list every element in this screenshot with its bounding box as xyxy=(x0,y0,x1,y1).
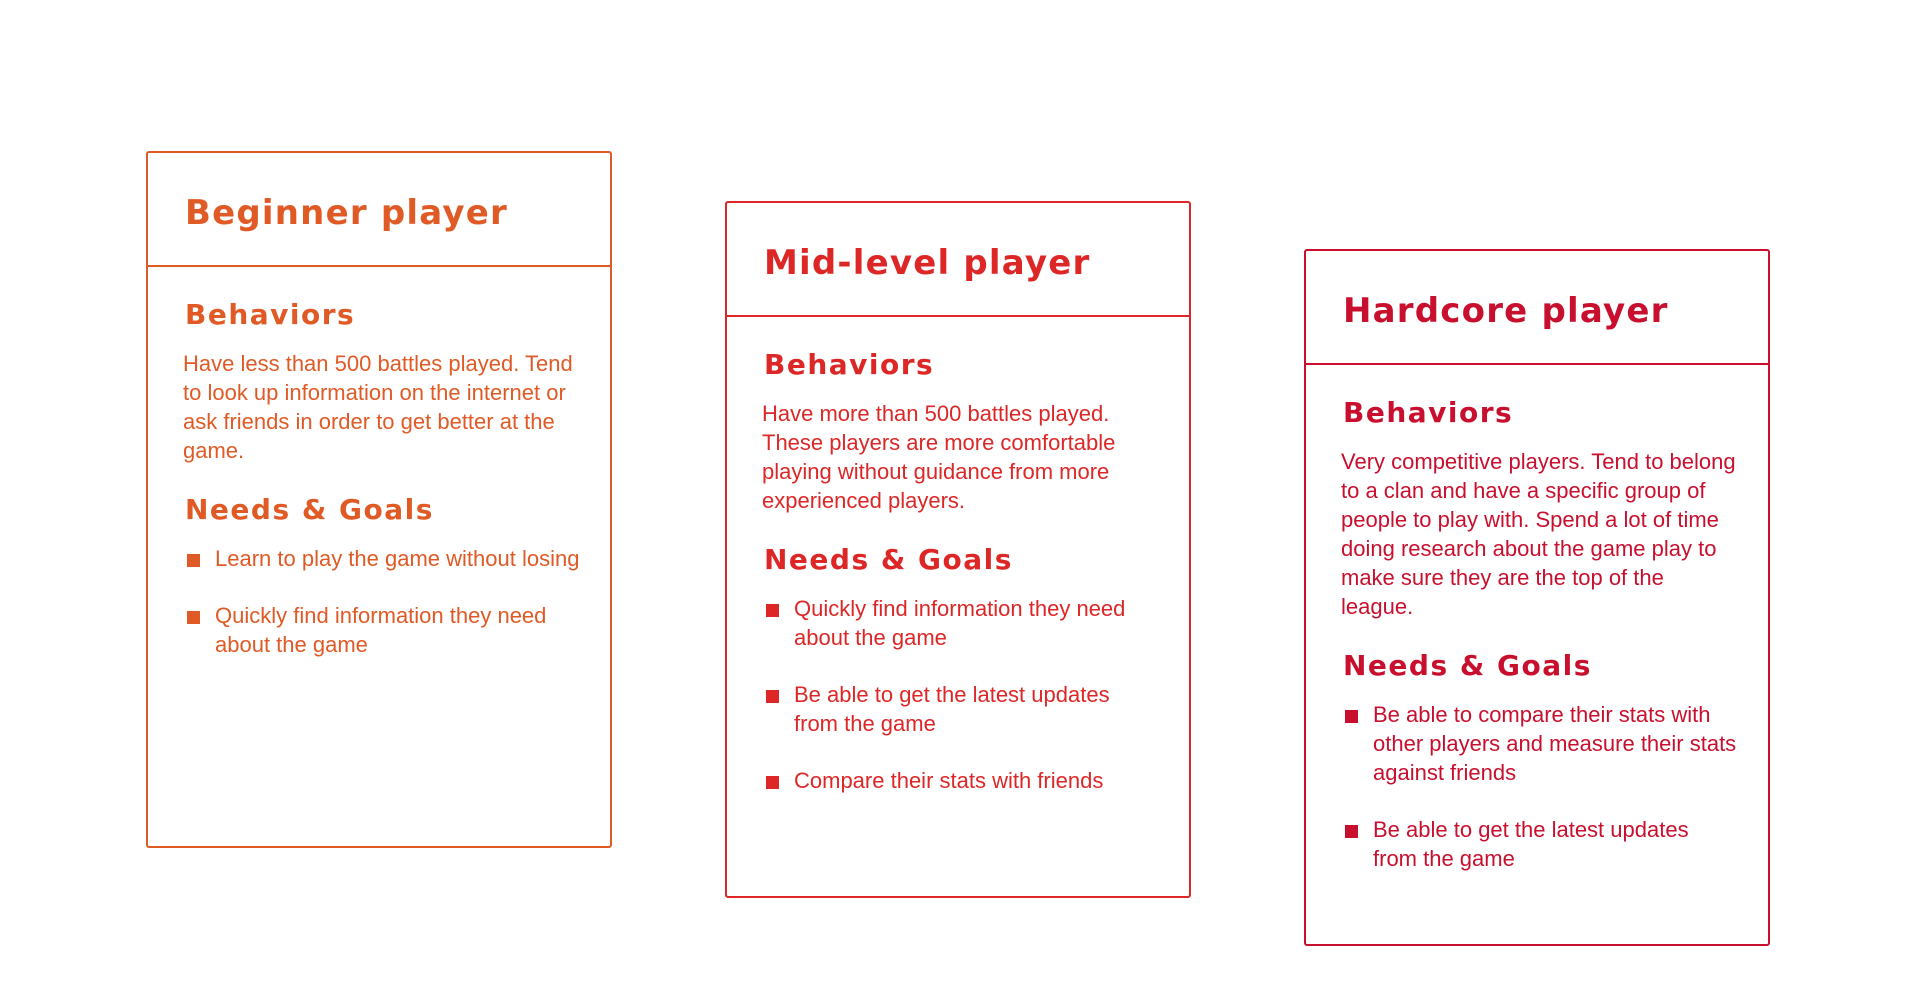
goal-text: Learn to play the game without losing xyxy=(215,546,580,571)
goal-item xyxy=(764,680,1159,738)
needs-goals-heading: Needs & Goals xyxy=(1343,649,1592,682)
goals-list xyxy=(764,594,1159,795)
goal-text: Be able to compare their stats with other players and measure their stats against friends xyxy=(1373,702,1737,785)
card-title: Beginner player xyxy=(185,193,508,233)
goals-list xyxy=(185,544,580,659)
card-body xyxy=(727,317,1189,795)
behaviors-heading: Behaviors xyxy=(764,348,935,381)
goal-item xyxy=(764,594,1159,652)
persona-card-beginner xyxy=(146,151,612,848)
goal-text: Quickly find information they need about the game xyxy=(215,603,547,657)
goal-item xyxy=(764,766,1159,795)
square-bullet-icon xyxy=(1345,825,1358,838)
goal-text: Be able to get the latest updates from the game xyxy=(794,682,1110,736)
card-header xyxy=(1306,251,1768,365)
goals-list xyxy=(1343,700,1738,873)
behaviors-heading: Behaviors xyxy=(185,298,356,331)
needs-goals-heading: Needs & Goals xyxy=(764,543,1013,576)
behaviors-text: Have less than 500 battles played. Tend to look up information on the internet or ask friends in order to get better at the game. xyxy=(183,351,573,463)
square-bullet-icon xyxy=(766,776,779,789)
card-body xyxy=(148,267,610,659)
card-body xyxy=(1306,365,1768,873)
card-title: Hardcore player xyxy=(1343,291,1669,331)
persona-card-mid-level xyxy=(725,201,1191,898)
goal-item xyxy=(1343,700,1738,787)
goal-item xyxy=(185,544,580,573)
goal-item xyxy=(185,601,580,659)
card-header xyxy=(148,153,610,267)
goal-text: Quickly find information they need about the game xyxy=(794,596,1126,650)
square-bullet-icon xyxy=(187,554,200,567)
goal-text: Be able to get the latest updates from the game xyxy=(1373,817,1689,871)
square-bullet-icon xyxy=(766,690,779,703)
goal-item xyxy=(1343,815,1738,873)
square-bullet-icon xyxy=(187,611,200,624)
behaviors-text: Very competitive players. Tend to belong to a clan and have a specific group of people to play with. Spend a lot of time doing research about the game play to make sure they are the top of the league. xyxy=(1341,449,1736,619)
card-header xyxy=(727,203,1189,317)
square-bullet-icon xyxy=(1345,710,1358,723)
square-bullet-icon xyxy=(766,604,779,617)
card-title: Mid-level player xyxy=(764,243,1091,283)
goal-text: Compare their stats with friends xyxy=(794,768,1104,793)
behaviors-text: Have more than 500 battles played. These players are more comfortable playing without guidance from more experienced players. xyxy=(762,401,1116,513)
persona-card-hardcore xyxy=(1304,249,1770,946)
behaviors-heading: Behaviors xyxy=(1343,396,1514,429)
needs-goals-heading: Needs & Goals xyxy=(185,493,434,526)
